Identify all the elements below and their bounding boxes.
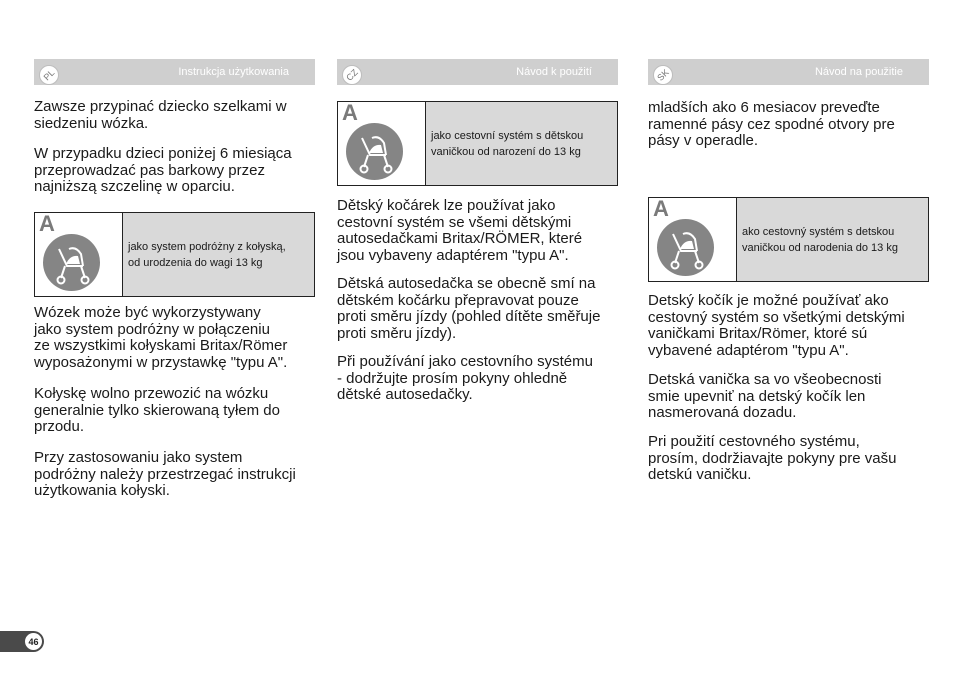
header-bar-cz	[337, 59, 618, 85]
paragraph: W przypadku dzieci poniżej 6 miesiąca przeprowadzać pas barkowy przez najniższą szczelinę w oparciu.	[34, 145, 292, 195]
paragraph: Dětský kočárek lze používat jako cestovní systém se všemi dětskými autosedačkami Britax/RÖMER, které jsou vybaveny adaptérem "typu A".	[337, 197, 583, 264]
paragraph: Detský kočík je možné používať ako cestovný systém so všetkými detskými vaničkami Britax/Römer, ktoré sú vybavené adaptérom "typu A".	[648, 292, 905, 359]
header-title: Návod na použitie	[814, 66, 903, 78]
type-letter: A	[39, 211, 55, 236]
paragraph: Pri použití cestovného systému, prosím, dodržiavajte pokyny pre vašu detskú vaničku.	[648, 433, 897, 483]
header-bar-pl	[34, 59, 315, 85]
page-number-tab	[0, 631, 44, 652]
header-title: Návod k použití	[516, 66, 592, 78]
stroller-icon	[35, 213, 123, 296]
paragraph: Przy zastosowaniu jako system podróżny należy przestrzegać instrukcji użytkowania kołyski.	[34, 449, 296, 499]
type-letter: A	[653, 196, 669, 221]
paragraph: Detská vanička sa vo všeobecnosti smie upevniť na detský kočík len nasmerovaná dozadu.	[648, 371, 882, 421]
header-title: Instrukcja użytkowania	[178, 66, 289, 78]
lang-badge: PL	[35, 61, 63, 89]
paragraph: Při používání jako cestovního systému - dodržujte prosím pokyny ohledně dětské autosedačky.	[337, 353, 593, 403]
stroller-icon	[649, 198, 737, 281]
paragraph: Wózek może być wykorzystywany jako system podróżny w połączeniu ze wszystkimi kołyskami Britax/Römer wyposażonymi w przystawkę "typu A".	[34, 304, 288, 371]
box-text: jako system podróżny z kołyską, od urodzenia do wagi 13 kg	[123, 213, 314, 296]
lang-badge: CZ	[338, 61, 366, 89]
info-box	[648, 197, 929, 282]
lang-badge: SK	[649, 61, 677, 89]
info-box	[337, 101, 618, 186]
paragraph: Dětská autosedačka se obecně smí na dětském kočárku přepravovat pouze proti směru jízdy (pohled dítěte směřuje proti směru jízdy).	[337, 275, 601, 342]
header-bar-sk	[648, 59, 929, 85]
paragraph: mladších ako 6 mesiacov preveďte ramenné pásy cez spodné otvory pre pásy v operadle.	[648, 99, 895, 149]
paragraph: Zawsze przypinać dziecko szelkami w siedzeniu wózka.	[34, 98, 287, 132]
type-letter: A	[342, 100, 358, 125]
stroller-icon	[338, 102, 426, 185]
page-number: 46	[25, 633, 42, 650]
paragraph: Kołyskę wolno przewozić na wózku generalnie tylko skierowaną tyłem do przodu.	[34, 385, 280, 435]
box-text: jako cestovní systém s dětskou vaničkou od narození do 13 kg	[426, 102, 617, 185]
box-text: ako cestovný systém s detskou vaničkou od narodenia do 13 kg	[737, 198, 928, 281]
info-box	[34, 212, 315, 297]
